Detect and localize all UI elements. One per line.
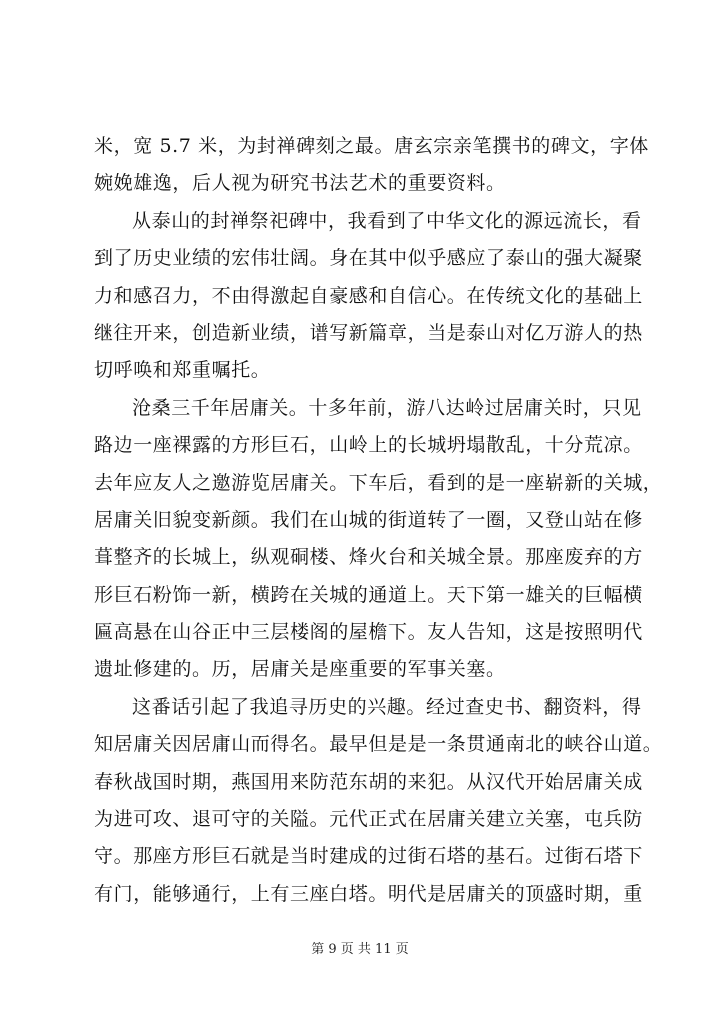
- text-line: 切呼唤和郑重嘱托。: [94, 359, 271, 382]
- text-line: 遗址修建的。历，居庸关是座重要的军事关塞。: [94, 658, 506, 681]
- paragraph: [94, 390, 663, 689]
- text-line: 婉娩雄逸，后人视为研究书法艺术的重要资料。: [94, 172, 506, 195]
- text-line: 春秋战国时期，燕国用来防范东胡的来犯。从汉代开始居庸关成: [94, 770, 643, 793]
- text-line: 这番话引起了我追寻历史的兴趣。经过查史书、翻资料，得: [132, 695, 642, 718]
- text-line: 形巨石粉饰一新，横跨在关城的通道上。天下第一雄关的巨幅横: [94, 583, 643, 606]
- paragraph: [94, 128, 649, 203]
- text-line: 沧桑三千年居庸关。十多年前，游八达岭过居庸关时，只见: [132, 396, 642, 419]
- text-line: 葺整齐的长城上，纵观硐楼、烽火台和关城全景。那座废弃的方: [94, 546, 643, 569]
- text-line: 知居庸关因居庸山而得名。最早但是是一条贯通南北的峡谷山道。: [94, 733, 663, 756]
- text-line: 米，宽 5.7 米，为封禅碑刻之最。唐玄宗亲笔撰书的碑文，字体: [94, 135, 649, 157]
- text-line: 居庸关旧貌变新颜。我们在山城的街道转了一圈，又登山站在修: [94, 508, 643, 531]
- text-line: 到了历史业绩的宏伟壮阔。身在其中似乎感应了泰山的强大凝聚: [94, 247, 643, 270]
- text-line: 去年应友人之邀游览居庸关。下车后，看到的是一座崭新的关城，: [94, 471, 663, 494]
- page-number: 第 9 页 共 11 页: [311, 942, 409, 957]
- paragraph: [94, 689, 663, 913]
- text-line: 匾高悬在山谷正中三层楼阁的屋檐下。友人告知，这是按照明代: [94, 621, 643, 644]
- paragraph: [94, 203, 643, 390]
- document-body: [94, 128, 663, 913]
- text-line: 力和感召力，不由得激起自豪感和自信心。在传统文化的基础上: [94, 284, 643, 307]
- text-line: 有门，能够通行，上有三座白塔。明代是居庸关的顶盛时期，重: [94, 882, 643, 905]
- text-line: 为进可攻、退可守的关隘。元代正式在居庸关建立关塞，屯兵防: [94, 808, 643, 831]
- text-line: 从泰山的封禅祭祀碑中，我看到了中华文化的源远流长，看: [132, 209, 642, 232]
- text-line: 守。那座方形巨石就是当时建成的过街石塔的基石。过街石塔下: [94, 845, 643, 868]
- text-line: 继往开来，创造新业绩，谱写新篇章，当是泰山对亿万游人的热: [94, 321, 643, 344]
- text-line: 路边一座裸露的方形巨石，山岭上的长城坍塌散乱，十分荒凉。: [94, 434, 643, 457]
